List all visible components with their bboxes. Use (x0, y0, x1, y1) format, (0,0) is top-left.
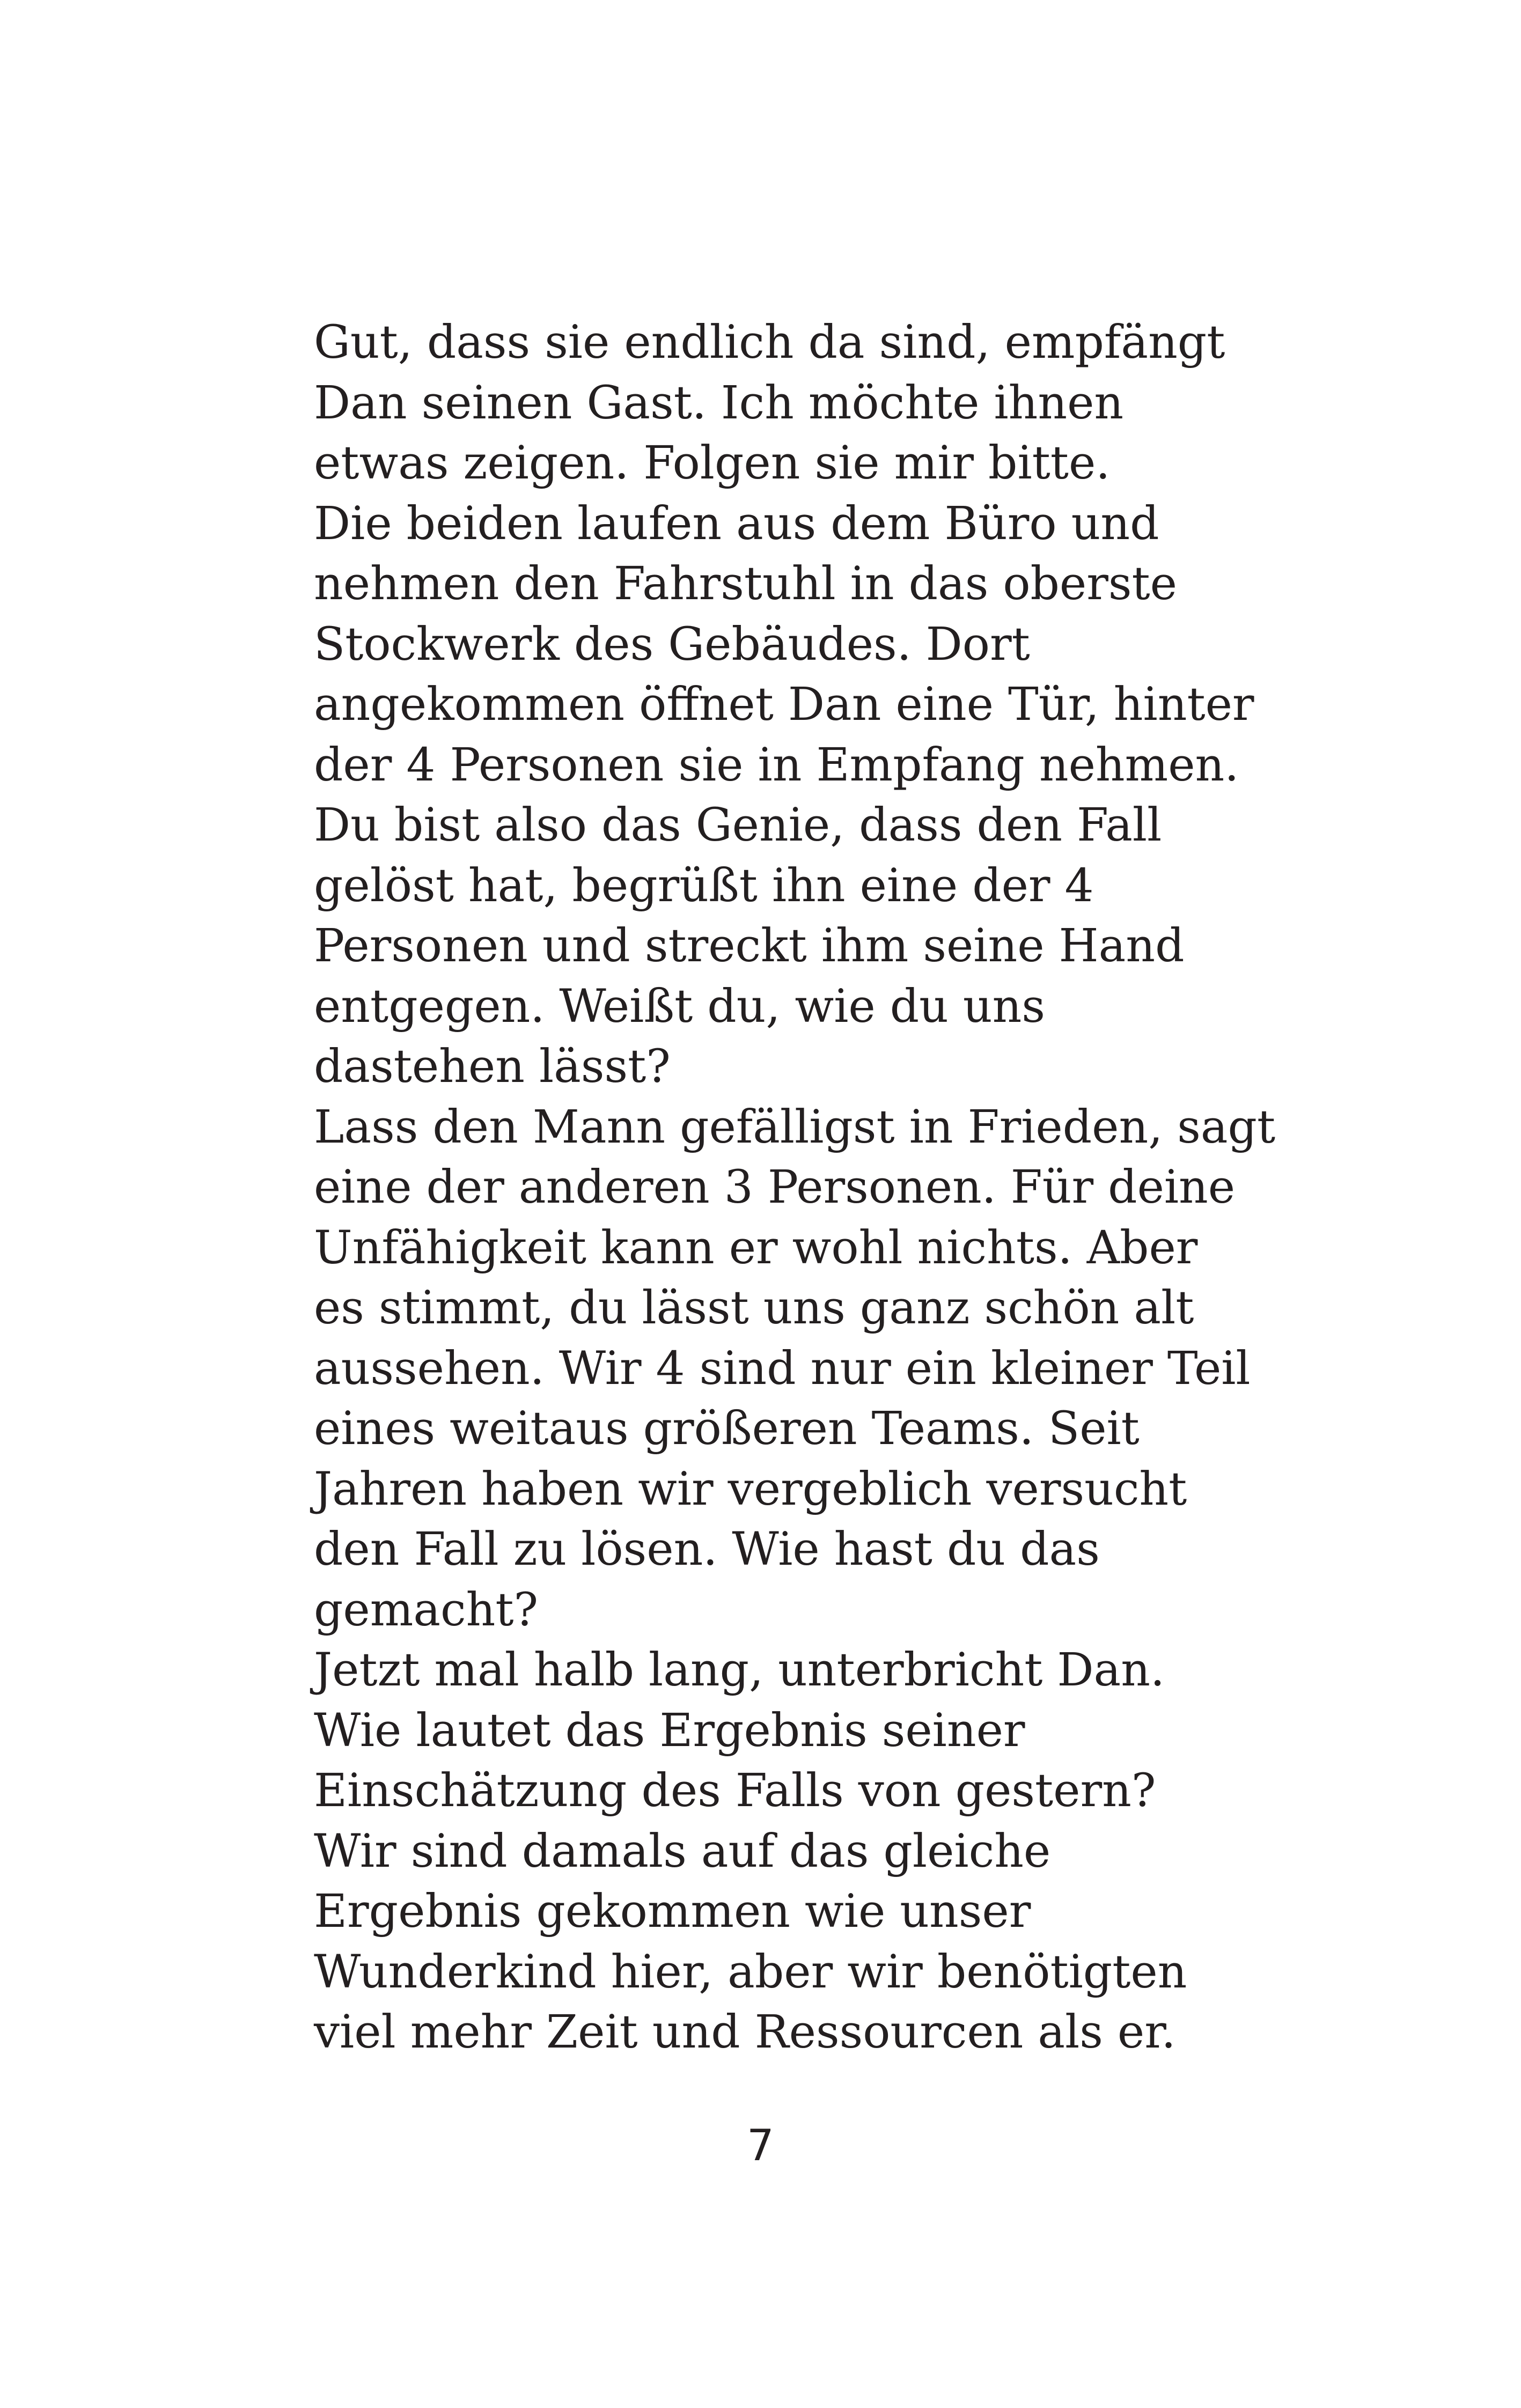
text-line: aussehen. Wir 4 sind nur ein kleiner Teil (314, 1342, 1251, 1395)
text-line: Jahren haben wir vergeblich versucht (314, 1462, 1187, 1516)
text-line: Ergebnis gekommen wie unser (314, 1885, 1031, 1938)
text-line: den Fall zu lösen. Wie hast du das (314, 1523, 1100, 1576)
text-line: es stimmt, du lässt uns ganz schön alt (314, 1282, 1194, 1335)
text-line: Jetzt mal halb lang, unterbricht Dan. (314, 1644, 1165, 1697)
text-line: Wunderkind hier, aber wir benötigten (314, 1945, 1187, 1999)
text-line: Dan seinen Gast. Ich möchte ihnen (314, 376, 1124, 430)
text-line: entgegen. Weißt du, wie du uns (314, 980, 1046, 1033)
text-line: Wie lautet das Ergebnis seiner (314, 1704, 1025, 1757)
text-line: Die beiden laufen aus dem Büro und (314, 497, 1159, 550)
text-line: der 4 Personen sie in Empfang nehmen. (314, 738, 1239, 792)
text-line: angekommen öffnet Dan eine Tür, hinter (314, 678, 1254, 731)
text-line: Lass den Mann gefälligst in Frieden, sagt (314, 1100, 1276, 1154)
text-line: gelöst hat, begrüßt ihn eine der 4 (314, 859, 1094, 912)
text-line: eines weitaus größeren Teams. Seit (314, 1402, 1140, 1455)
text-line: Du bist also das Genie, dass den Fall (314, 799, 1162, 852)
text-line: Personen und streckt ihm seine Hand (314, 919, 1185, 973)
text-line: gemacht? (314, 1583, 539, 1637)
page-number: 7 (747, 2120, 774, 2170)
text-line: dastehen lässt? (314, 1040, 671, 1093)
text-line: Gut, dass sie endlich da sind, empfängt (314, 316, 1225, 369)
text-line: etwas zeigen. Folgen sie mir bitte. (314, 437, 1111, 490)
text-line: Stockwerk des Gebäudes. Dort (314, 617, 1030, 671)
text-line: nehmen den Fahrstuhl in das oberste (314, 557, 1177, 610)
text-line: Unfähigkeit kann er wohl nichts. Aber (314, 1221, 1198, 1275)
text-line: Einschätzung des Falls von gestern? (314, 1764, 1156, 1817)
text-line: Wir sind damals auf das gleiche (314, 1824, 1051, 1878)
text-line: eine der anderen 3 Personen. Für deine (314, 1161, 1236, 1214)
body-text (314, 313, 1276, 2063)
text-line: viel mehr Zeit und Ressourcen als er. (314, 2006, 1176, 2059)
